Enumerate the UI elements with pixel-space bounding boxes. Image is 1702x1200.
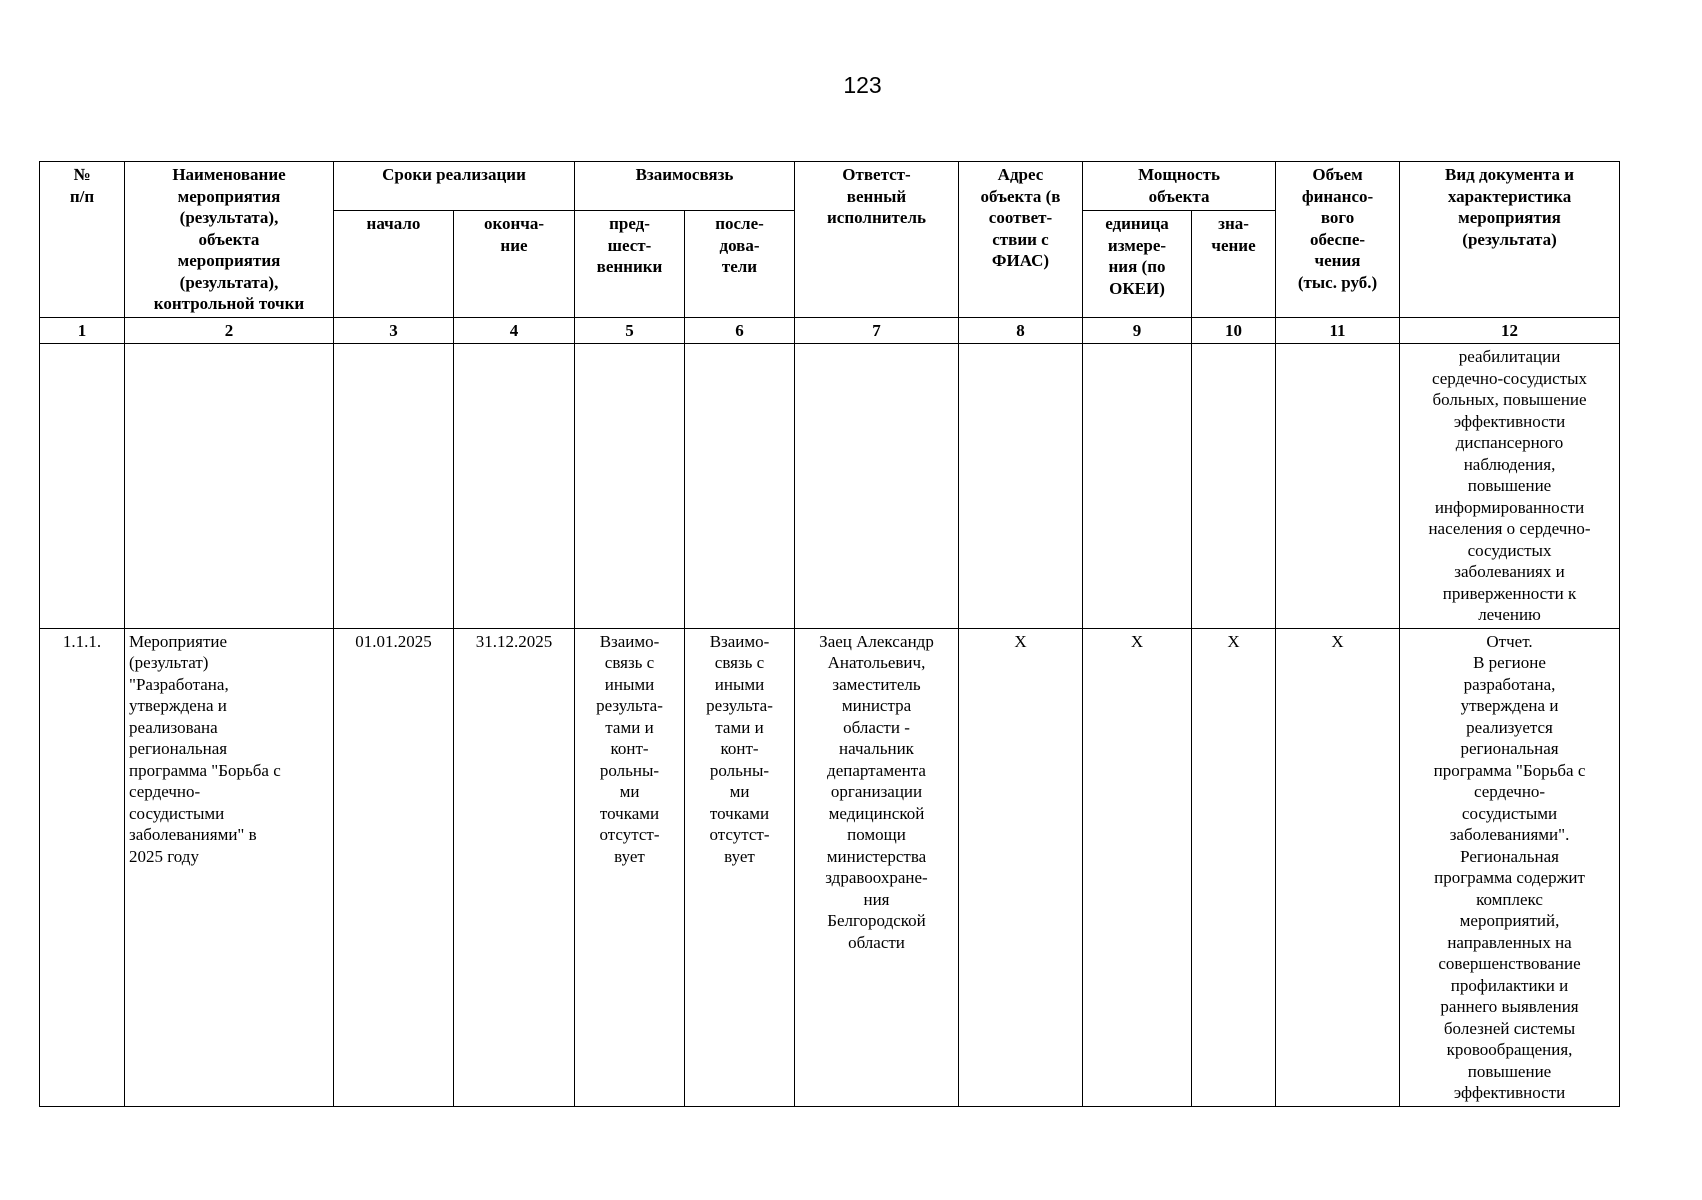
header-link: Взаимосвязь — [575, 162, 795, 211]
start-date-cell: 01.01.2025 — [334, 628, 454, 1106]
empty-cell — [959, 344, 1083, 629]
table-row-continuation — [40, 344, 1620, 629]
column-number: 5 — [575, 317, 685, 344]
empty-cell — [795, 344, 959, 629]
end-date-cell: 31.12.2025 — [454, 628, 575, 1106]
column-number: 12 — [1400, 317, 1620, 344]
financing-cell: X — [1276, 628, 1400, 1106]
value-cell: X — [1192, 628, 1276, 1106]
page-number: 123 — [843, 72, 882, 98]
row-number-cell: 1.1.1. — [40, 628, 125, 1106]
column-number-row — [40, 317, 1620, 344]
column-number: 3 — [334, 317, 454, 344]
address-cell: X — [959, 628, 1083, 1106]
empty-cell — [454, 344, 575, 629]
header-responsible: Ответст- венный исполнитель — [795, 162, 959, 318]
event-name-cell: Мероприятие (результат) "Разработана, утверждена и реализована региональная программа "Борьба с сердечно- сосудистыми заболеваниями" в 2025 году — [125, 628, 334, 1106]
header-address: Адрес объекта (в соответ- ствии с ФИАС) — [959, 162, 1083, 318]
header-predecessors: пред- шест- венники — [575, 211, 685, 317]
header-row-1 — [40, 162, 1620, 211]
empty-cell — [125, 344, 334, 629]
column-number: 9 — [1083, 317, 1192, 344]
column-number: 8 — [959, 317, 1083, 344]
column-number: 7 — [795, 317, 959, 344]
empty-cell — [1192, 344, 1276, 629]
document-characteristic-cell: Отчет. В регионе разработана, утверждена и реализуется региональная программа "Борьба с сердечно- сосудистыми заболеваниями". Региональная программа содержит комплекс мероприятий, направленных на совершенствование профилактики и раннего выявления болезней системы кровообращения, повышение эффективности — [1400, 628, 1620, 1106]
events-table — [39, 161, 1620, 1107]
header-end: оконча- ние — [454, 211, 575, 317]
column-number: 11 — [1276, 317, 1400, 344]
unit-cell: X — [1083, 628, 1192, 1106]
header-num: № п/п — [40, 162, 125, 318]
column-number: 6 — [685, 317, 795, 344]
empty-cell — [1083, 344, 1192, 629]
column-number: 4 — [454, 317, 575, 344]
predecessors-cell: Взаимо- связь с иными результа- тами и конт- рольны- ми точками отсутст- вует — [575, 628, 685, 1106]
header-successors: после- дова- тели — [685, 211, 795, 317]
empty-cell — [685, 344, 795, 629]
empty-cell — [40, 344, 125, 629]
header-document: Вид документа и характеристика мероприятия (результата) — [1400, 162, 1620, 318]
header-value: зна- чение — [1192, 211, 1276, 317]
document-characteristic-cell: реабилитации сердечно-сосудистых больных, повышение эффективности диспансерного наблюдения, повышение информированности населения о сердечно- сосудистых заболеваниях и приверженности к лечению — [1400, 344, 1620, 629]
empty-cell — [1276, 344, 1400, 629]
column-number: 1 — [40, 317, 125, 344]
responsible-cell: Заец Александр Анатольевич, заместитель министра области - начальник департамента организации медицинской помощи министерства здравоохране- ния Белгородской области — [795, 628, 959, 1106]
table-row-1-1-1 — [40, 628, 1620, 1106]
empty-cell — [575, 344, 685, 629]
header-name: Наименование мероприятия (результата), объекта мероприятия (результата), контрольной точки — [125, 162, 334, 318]
successors-cell: Взаимо- связь с иными результа- тами и конт- рольны- ми точками отсутст- вует — [685, 628, 795, 1106]
header-terms: Сроки реализации — [334, 162, 575, 211]
empty-cell — [334, 344, 454, 629]
header-unit: единица измере- ния (по ОКЕИ) — [1083, 211, 1192, 317]
header-start: начало — [334, 211, 454, 317]
column-number: 10 — [1192, 317, 1276, 344]
header-power: Мощность объекта — [1083, 162, 1276, 211]
column-number: 2 — [125, 317, 334, 344]
header-financing: Объем финансо- вого обеспе- чения (тыс. руб.) — [1276, 162, 1400, 318]
